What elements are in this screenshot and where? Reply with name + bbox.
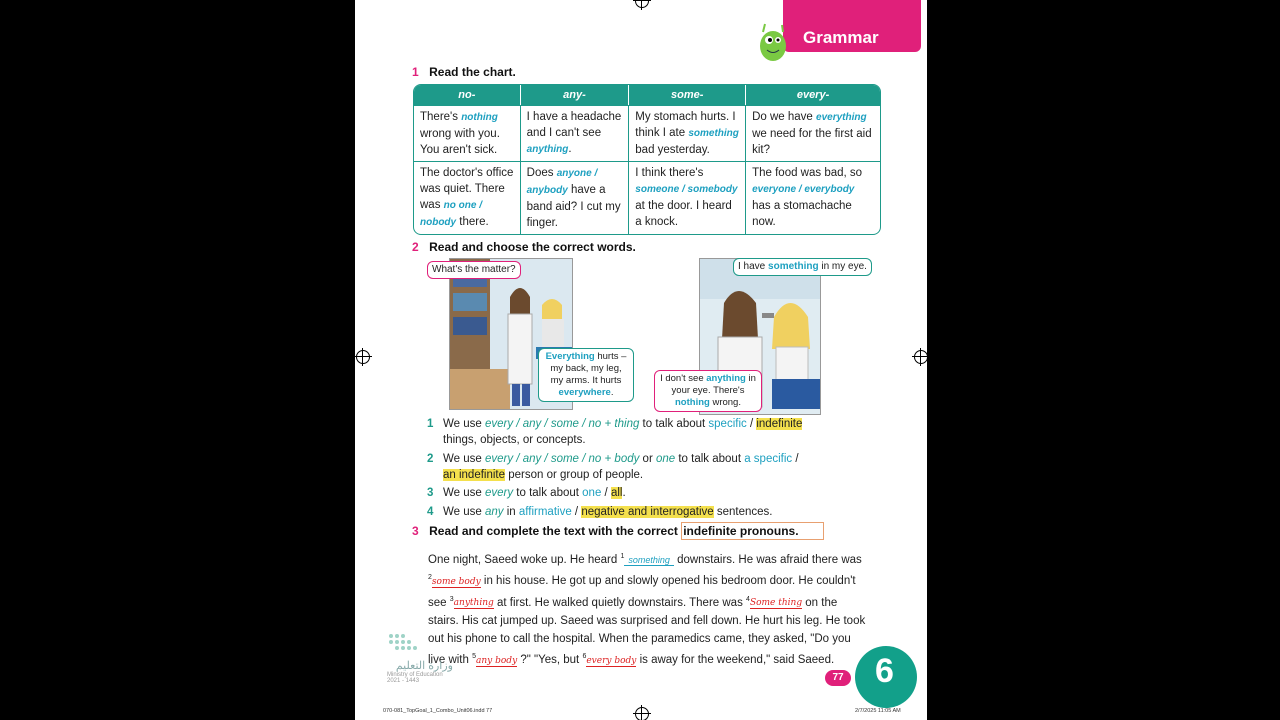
exercise-instruction: Read the chart. — [429, 65, 516, 79]
rule-item: 1 We use every / any / some / no + thing to talk about specific / indefinite things, objects, or concepts. — [427, 418, 803, 446]
rule-item: 2 We use every / any / some / no + body or one to talk about a specific / an indefinite person or group of people. — [427, 453, 799, 481]
print-filename: 070-081_TopGoal_1_Combo_Unit06.indd 77 — [383, 708, 493, 714]
section-tab-label: Grammar — [803, 28, 879, 47]
monster-mascot-icon — [755, 22, 791, 64]
chart-row — [414, 105, 880, 161]
exercise-instruction: Read and choose the correct words. — [429, 240, 636, 254]
ministry-year: 2021 - 1443 — [387, 678, 420, 684]
exercise-1-heading — [412, 63, 516, 81]
speech-bubble-anything: I don't see anything in your eye. There's nothing wrong. — [654, 370, 762, 412]
chart-cell: My stomach hurts. I think I ate something bad yesterday. — [628, 105, 745, 161]
chart-cell: There's nothing wrong with you. You aren't sick. — [414, 105, 520, 161]
exercise-instruction-boxed: indefinite pronouns. — [681, 522, 823, 540]
ministry-name-en: Ministry of Education — [387, 672, 443, 678]
chart-cell: The doctor's office was quiet. There was no one / nobody there. — [414, 161, 520, 234]
rule-item: 3 We use every to talk about one / all. — [427, 487, 626, 499]
chart-cell: The food was bad, so everyone / everybody has a stomachache now. — [745, 161, 880, 234]
chart-cell: I think there's someone / somebody at the door. I heard a knock. — [628, 161, 745, 234]
answer-gap[interactable]: any body — [476, 656, 518, 667]
answer-gap[interactable]: some body — [431, 576, 481, 587]
speech-bubble-matter: What's the matter? — [427, 261, 521, 279]
answer-gap[interactable]: every body — [586, 656, 637, 667]
exercise-3-heading — [412, 522, 824, 540]
chart-cell: Does anyone / anybody have a band aid? I cut my finger. — [520, 161, 629, 234]
unit-badge — [855, 646, 917, 708]
answer-gap[interactable]: something — [624, 555, 674, 566]
registration-mark-icon — [635, 0, 649, 8]
registration-mark-icon — [356, 350, 370, 364]
registration-mark-icon — [635, 707, 649, 720]
page-number: 77 — [825, 670, 851, 686]
chart-column-header: any- — [520, 85, 629, 105]
textbook-page — [355, 0, 927, 720]
speech-bubble-everything: Everything hurts – my back, my leg, my arms. It hurts everywhere. — [538, 348, 634, 402]
chart-column-header: some- — [628, 85, 745, 105]
chart-cell: Do we have everything we need for the first aid kit? — [745, 105, 880, 161]
story-text: One night, Saeed woke up. He heard $^1$ something downstairs. He was afraid there was $^2$some body in his house. He got up and slowly opened his bedroom door. He couldn't see $^3$anything at first. He walked quietly downstairs. There was $^4$Some thing on the stairs. His cat jumped up. Saeed was surprised and fell down. He hurt his leg. He took out his phone to call the hospital. When the paramedics came, they asked, "Do you live with $^5$any body ?" "Yes, but $^6$every body is away for the weekend," said Saeed. — [428, 553, 866, 667]
ministry-name-ar: وزارة التعليم — [395, 660, 453, 672]
registration-mark-icon — [914, 350, 927, 364]
pronoun-chart — [413, 84, 881, 235]
exercise-instruction: Read and complete the text with the correct — [429, 524, 682, 538]
unit-number: 6 — [875, 652, 894, 690]
ministry-logo — [387, 632, 457, 684]
exercise-number: 3 — [412, 524, 419, 538]
chart-cell: I have a headache and I can't see anything. — [520, 105, 629, 161]
speech-bubble-something: I have something in my eye. — [733, 258, 872, 276]
section-tab — [783, 0, 921, 52]
answer-gap[interactable]: anything — [453, 598, 494, 609]
rule-item: 4 We use any in affirmative / negative and interrogative sentences. — [427, 506, 773, 518]
exercise-number: 1 — [412, 65, 419, 79]
print-timestamp: 2/7/2025 11:05 AM — [855, 708, 901, 714]
answer-gap[interactable]: Some thing — [749, 598, 803, 609]
ministry-logo-icon — [387, 632, 427, 654]
chart-column-header: every- — [745, 85, 880, 105]
exercise-number: 2 — [412, 240, 419, 254]
exercise-2-heading — [412, 238, 636, 256]
chart-column-header: no- — [414, 85, 520, 105]
chart-row — [414, 161, 880, 234]
